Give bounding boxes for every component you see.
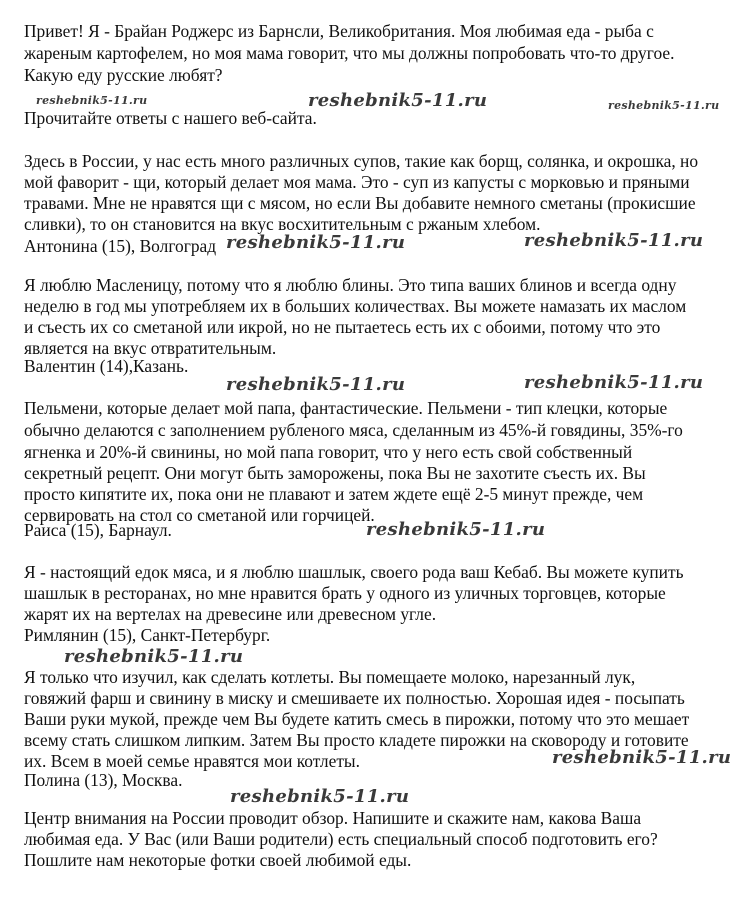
answer-2-line: и съесть их со сметаной или икрой, но не пытаетесь есть их с обоими, потому что это — [24, 317, 661, 337]
answer-3-line: секретный рецепт. Они могут быть заморожены, пока Вы не захотите съесть их. Вы — [24, 463, 646, 483]
intro-line: жареным картофелем, но моя мама говорит, что мы должны попробовать что-то другое. — [24, 43, 675, 63]
closing-line: любимая еда. У Вас (или Ваши родители) есть специальный способ подготовить его? — [24, 829, 658, 849]
answer-5-line: Я только что изучил, как сделать котлеты. Вы помещаете молоко, нарезанный лук, — [24, 667, 636, 687]
intro-line: Какую еду русские любят? — [24, 65, 223, 85]
answer-4-author: Римлянин (15), Санкт-Петербург. — [24, 625, 271, 645]
answer-1-line: сливки), то он становится на вкус восхитительным с ржаным хлебом. — [24, 214, 541, 234]
answer-5-line: говяжий фарш и свинину в миску и смешиваете их полностью. Хорошая идея - посыпать — [24, 688, 685, 708]
answer-5-line: Ваши руки мукой, прежде чем Вы будете катить смесь в пирожки, потому что это мешает — [24, 709, 690, 729]
watermark: reshebnik5-11.ru — [552, 747, 732, 768]
answer-2-line: Я люблю Масленицу, потому что я люблю блины. Это типа ваших блинов и всегда одну — [24, 275, 677, 295]
answer-3-line: Пельмени, которые делает мой папа, фантастические. Пельмени - тип клецки, которые — [24, 398, 668, 418]
watermark: reshebnik5-11.ru — [366, 519, 546, 540]
answer-5-line: их. Всем в моей семье нравятся мои котлеты. — [24, 751, 360, 771]
answer-3-author: Раиса (15), Барнаул. — [24, 520, 172, 540]
answer-3-line: сервировать на стол со сметаной или горчицей. — [24, 505, 375, 525]
closing-line: Центр внимания на России проводит обзор. Напишите и скажите нам, какова Ваша — [24, 808, 642, 828]
watermark: reshebnik5-11.ru — [226, 374, 406, 395]
answer-1-line: мой фаворит - щи, который делает моя мама. Это - суп из капусты с морковью и пряными — [24, 172, 690, 192]
website-line: Прочитайте ответы с нашего веб-сайта. — [24, 108, 317, 128]
watermark: reshebnik5-11.ru — [524, 230, 704, 251]
watermark: reshebnik5-11.ru — [226, 232, 406, 253]
watermark: reshebnik5-11.ru — [230, 786, 410, 807]
watermark: reshebnik5-11.ru — [64, 646, 244, 667]
watermark: reshebnik5-11.ru — [36, 94, 148, 107]
answer-5-author: Полина (13), Москва. — [24, 770, 183, 790]
answer-1-line: травами. Мне не нравятся щи с мясом, но если Вы добавите немного сметаны (прокисшие — [24, 193, 696, 213]
answer-5-line: всему стать слишком липким. Затем Вы просто кладете пирожки на сковороду и готовите — [24, 730, 689, 750]
answer-2-line: является на вкус отвратительным. — [24, 338, 277, 358]
answer-1-line: Здесь в России, у нас есть много различных супов, такие как борщ, солянка, и окрошка, но — [24, 151, 699, 171]
answer-4-line: Я - настоящий едок мяса, и я люблю шашлык, своего рода ваш Кебаб. Вы можете купить — [24, 562, 684, 582]
answer-3-line: ягненка и 20%-й свинины, но мой папа говорит, что у него есть свой собственный — [24, 442, 633, 462]
closing-line: Пошлите нам некоторые фотки своей любимой еды. — [24, 850, 412, 870]
watermark: reshebnik5-11.ru — [308, 90, 488, 111]
answer-1-author: Антонина (15), Волгоград — [24, 236, 217, 256]
watermark: reshebnik5-11.ru — [608, 99, 720, 112]
intro-line: Привет! Я - Брайан Роджерс из Барнсли, Великобритания. Моя любимая еда - рыба с — [24, 21, 654, 41]
answer-4-line: жарят их на вертелах на древесине или древесном угле. — [24, 604, 437, 624]
answer-3-line: просто кипятите их, пока они не плавают и затем ждете ещё 2-5 минут прежде, чем — [24, 484, 644, 504]
answer-3-line: обычно делаются с заполнением рубленого мяса, сделанным из 45%-й говядины, 35%-го — [24, 420, 683, 440]
answer-4-line: шашлык в ресторанах, но мне нравится брать у одного из уличных торговцев, которые — [24, 583, 666, 603]
watermark: reshebnik5-11.ru — [524, 372, 704, 393]
answer-2-line: неделю в год мы употребляем их в больших количествах. Вы можете намазать их маслом — [24, 296, 687, 316]
answer-2-author: Валентин (14),Казань. — [24, 356, 189, 376]
